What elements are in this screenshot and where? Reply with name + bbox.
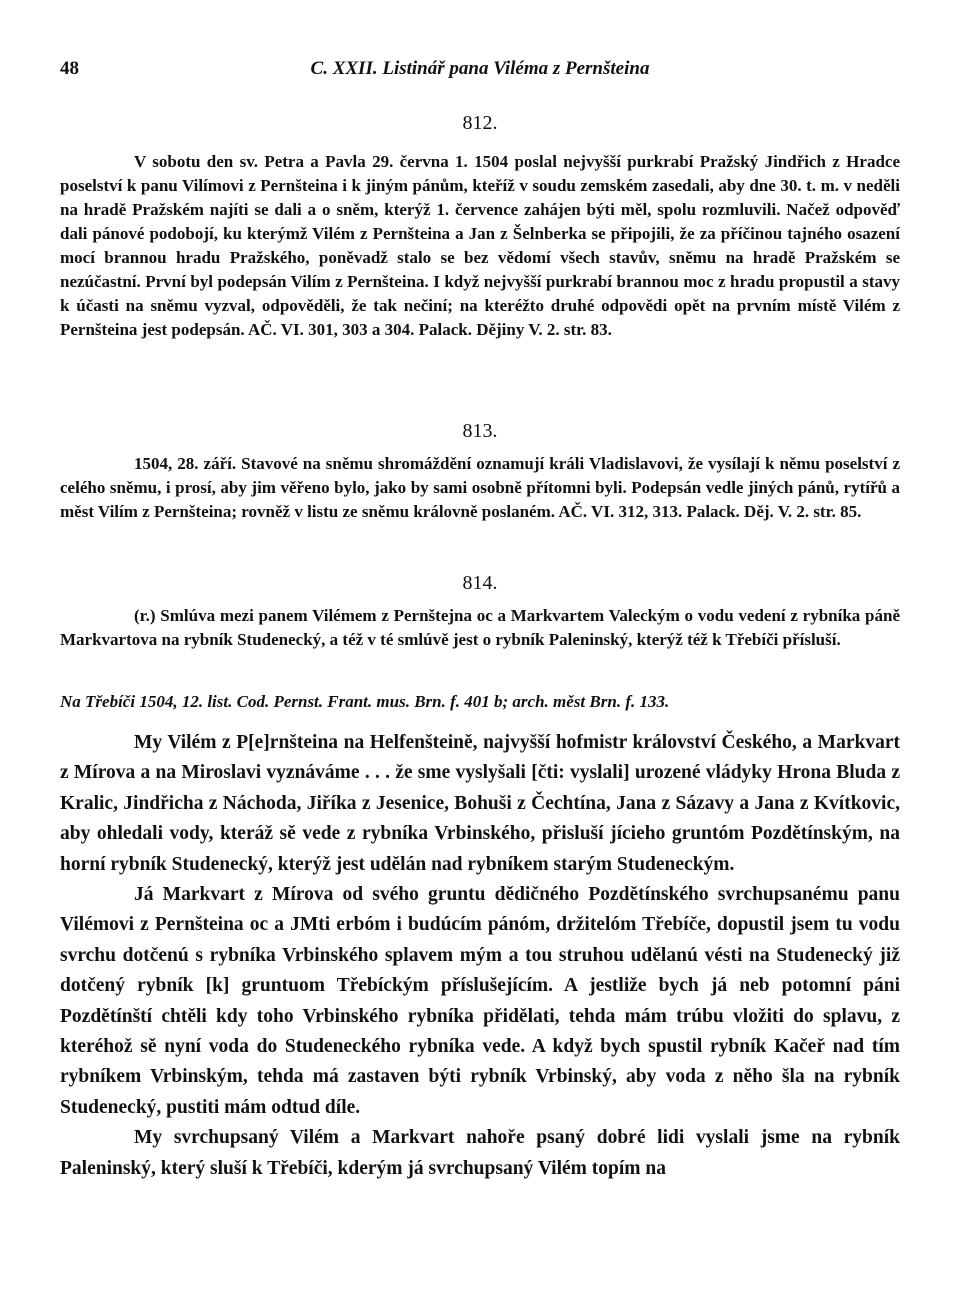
document-814-body xyxy=(60,728,900,1184)
page-number: 48 xyxy=(60,58,79,79)
document-814-heading xyxy=(60,572,900,602)
source-citation: Na Třebíči 1504, 12. list. Cod. Pernst. Frant. mus. Brn. f. 401 b; arch. měst Brn. f. 133. xyxy=(60,692,670,711)
running-title: C. XXII. Listinář pana Viléma z Pernšteina xyxy=(310,58,650,79)
document-number: 812. xyxy=(462,112,498,134)
document-812-regest xyxy=(60,150,900,342)
document-814-regest xyxy=(60,604,900,652)
regest-text: (r.) Smlúva mezi panem Vilémem z Pernštejna oc a Markvartem Valeckým o vodu vedení z rybníka páně Markvartova na rybník Studenecký, a též v té smlúvě jest o rybník Paleninský, kterýž též k Třebíči přísluší. xyxy=(60,606,900,649)
body-paragraph: My Vilém z P[e]rnšteina na Helfenšteině, najvyšší hofmistr království Českého, a Markvart z Mírova a na Miroslavi vyznáváme . . . že sme vyslyšali [čti: vyslali] urozené vládyky Hrona Bluda z Kralic, Jindřicha z Náchoda, Jiříka z Jesenice, Bohuši z Čechtína, Jana z Sázavy a Jana z Kvítkovic, aby ohledali vody, kteráž sě vede z rybníka Vrbinského, přisluší jícieho gruntóm Pozdětínským, na horní rybník Studenecký, kterýž jest udělán nad rybníkem starým Studeneckým. xyxy=(60,732,900,875)
body-paragraph: Já Markvart z Mírova od svého gruntu dědičného Pozdětínského svrchupsanému panu Vilémovi z Pernšteina oc a JMti erbóm i budúcím pánóm, držitelóm Třebíče, dopustil jsem tu vodu svrchu dotčenú s rybníka Vrbinského splavem mým a tou struhou udělanú vésti na Studenecký již dotčený rybník [k] gruntuom Třebíckým příslušejícím. A jestliže bych já neb potomní páni Pozdětínští chtěli kdy toho Vrbinského rybníka přidělati, tehda mám trúbu vložiti do splavu, z kteréhož sě nyní voda do Studeneckého rybníka vede. A když bych spustil rybník Kačeř nad tím rybníkem Vrbinským, tehda má zastaven býti rybník Vrbinský, aby voda z něho šla na rybník Studenecký, pustiti mám odtud díle. xyxy=(60,884,900,1118)
document-813-heading xyxy=(60,420,900,450)
document-number: 813. xyxy=(462,420,498,442)
page-header xyxy=(60,58,900,88)
document-813-regest xyxy=(60,452,900,524)
regest-text: V sobotu den sv. Petra a Pavla 29. června 1. 1504 poslal nejvyšší purkrabí Pražský Jindřich z Hradce poselství k panu Vilímovi z Pernšteina i k jiným pánům, kteříž v soudu zemském zasedali, aby dne 30. t. m. v neděli na hradě Pražském najíti se dali a o sněm, kterýž 1. července zahájen býti měl, spolu rozmluvili. Načež odpověď dali pánové podobojí, ku kterýmž Vilém z Pernšteina a Jan z Šelnberka se připojili, že za příčinou tajného osazení mocí brannou hradu Pražského, poněvadž stalo se bez vědomí všech stavův, sněmu na hradě Pražském se nezúčastní. První byl podepsán Vilím z Pernšteina. I když nejvyšší purkrabí brannou moc z hradu propustil a stavy k účasti na sněmu vyzval, odpověděli, že tak nečiní; na kteréžto druhé odpovědi opět na prvním místě Vilém z Pernšteina jest podepsán. AČ. VI. 301, 303 a 304. Palack. Dějiny V. 2. str. 83. xyxy=(60,152,900,339)
document-812-heading xyxy=(60,112,900,142)
document-number: 814. xyxy=(462,572,498,594)
regest-text: 1504, 28. září. Stavové na sněmu shromáždění oznamují králi Vladislavovi, že vysílají k němu poselství z celého sněmu, i prosí, aby jim věřeno bylo, jako by sami osobně přítomni byli. Podepsán vedle jiných pánů, rytířů a měst Vilím z Pernšteina; rovněž v listu ze sněmu královně poslaném. AČ. VI. 312, 313. Palack. Děj. V. 2. str. 85. xyxy=(60,454,900,521)
body-paragraph: My svrchupsaný Vilém a Markvart nahoře psaný dobré lidi vyslali jsme na rybník Paleninský, který sluší k Třebíči, kderým já svrchupsaný Vilém topím na xyxy=(60,1127,900,1179)
